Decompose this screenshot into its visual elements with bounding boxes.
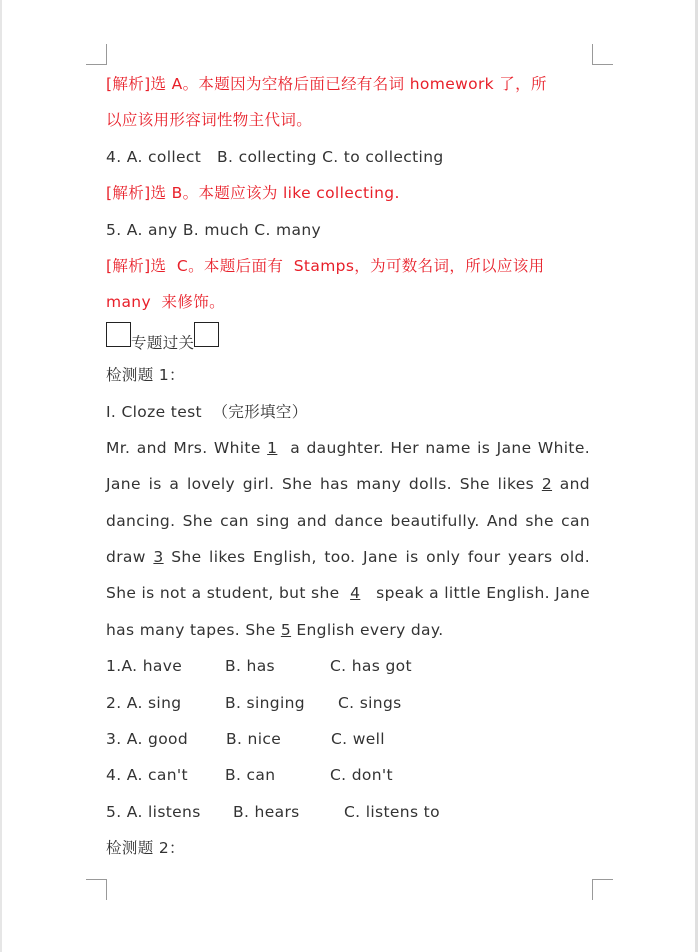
passage-text: Jane is a lovely girl. She has many dolls. She likes xyxy=(106,475,542,494)
passage-text: English every day. xyxy=(291,620,444,639)
analysis-line: [解析]选 A。本题因为空格后面已经有名词 homework 了，所 xyxy=(106,75,547,93)
option-c: C. listens to xyxy=(344,802,440,821)
passage-line xyxy=(106,430,590,466)
crop-mark-bottom-right xyxy=(592,879,613,900)
section-heading-text: 专题过关 xyxy=(131,333,195,352)
passage-text: Mr. and Mrs. White xyxy=(106,438,268,457)
heading-box-right xyxy=(194,322,219,347)
option-a: 5. A. listens xyxy=(106,802,201,821)
option-a: 3. A. good xyxy=(106,730,189,749)
passage-line: dancing. She can sing and dance beautifully. And she can xyxy=(106,511,590,530)
blank-number: 2 xyxy=(541,475,553,494)
question-line: 5. A. any B. much C. many xyxy=(106,220,322,239)
options-row-5 xyxy=(106,794,590,830)
passage-line xyxy=(106,539,590,575)
passage-line xyxy=(106,575,590,611)
cloze-title: I. Cloze test （完形填空） xyxy=(106,402,308,421)
analysis-line: 以应该用形容词性物主代词。 xyxy=(106,111,313,130)
option-b: B. singing xyxy=(225,693,306,712)
option-b: B. has xyxy=(225,657,275,676)
passage-line xyxy=(106,612,590,648)
option-c: C. don't xyxy=(330,766,393,785)
option-c: C. has got xyxy=(330,657,412,676)
crop-mark-bottom-left xyxy=(86,879,107,900)
options-row-3 xyxy=(106,721,590,757)
options-row-2 xyxy=(106,685,590,721)
passage-text: has many tapes. She xyxy=(106,620,281,639)
analysis-line: many 来修饰。 xyxy=(106,293,225,312)
crop-mark-top-right xyxy=(592,44,613,65)
crop-mark-top-left xyxy=(86,44,107,65)
section-heading xyxy=(106,321,590,357)
option-c: C. sings xyxy=(338,693,402,712)
option-a: 2. A. sing xyxy=(106,693,182,712)
passage-text: She is not a student, but she xyxy=(106,584,351,603)
analysis-line: [解析]选 B。本题应该为 like collecting. xyxy=(106,184,400,203)
passage-text: and xyxy=(552,475,590,494)
passage-line xyxy=(106,466,590,502)
options-row-4 xyxy=(106,757,590,793)
passage-text: draw xyxy=(106,548,154,567)
blank-number: 4 xyxy=(350,584,361,603)
options-row-1 xyxy=(106,648,590,684)
option-b: B. can xyxy=(225,766,276,785)
blank-number: 5 xyxy=(280,620,292,639)
option-a: 4. A. can't xyxy=(106,766,188,785)
passage-text: a daughter. Her name is Jane White. xyxy=(277,438,590,457)
page-left-edge xyxy=(0,0,2,952)
passage-text: speak a little English. Jane xyxy=(360,584,591,603)
option-c: C. well xyxy=(331,730,385,749)
check-title-2: 检测题 2： xyxy=(106,839,185,858)
check-title-1: 检测题 1： xyxy=(106,366,185,385)
analysis-line: [解析]选 C。本题后面有 Stamps，为可数名词，所以应该用 xyxy=(106,256,545,275)
passage-text: She likes English, too. Jane is only four years old. xyxy=(163,548,590,567)
blank-number: 1 xyxy=(267,438,278,457)
option-a: 1.A. have xyxy=(106,657,183,676)
document-body xyxy=(106,66,590,867)
blank-number: 3 xyxy=(153,548,164,567)
option-b: B. hears xyxy=(233,802,300,821)
question-line: 4. A. collect B. collecting C. to collecting xyxy=(106,147,444,166)
heading-box-left xyxy=(106,322,131,347)
option-b: B. nice xyxy=(226,730,282,749)
